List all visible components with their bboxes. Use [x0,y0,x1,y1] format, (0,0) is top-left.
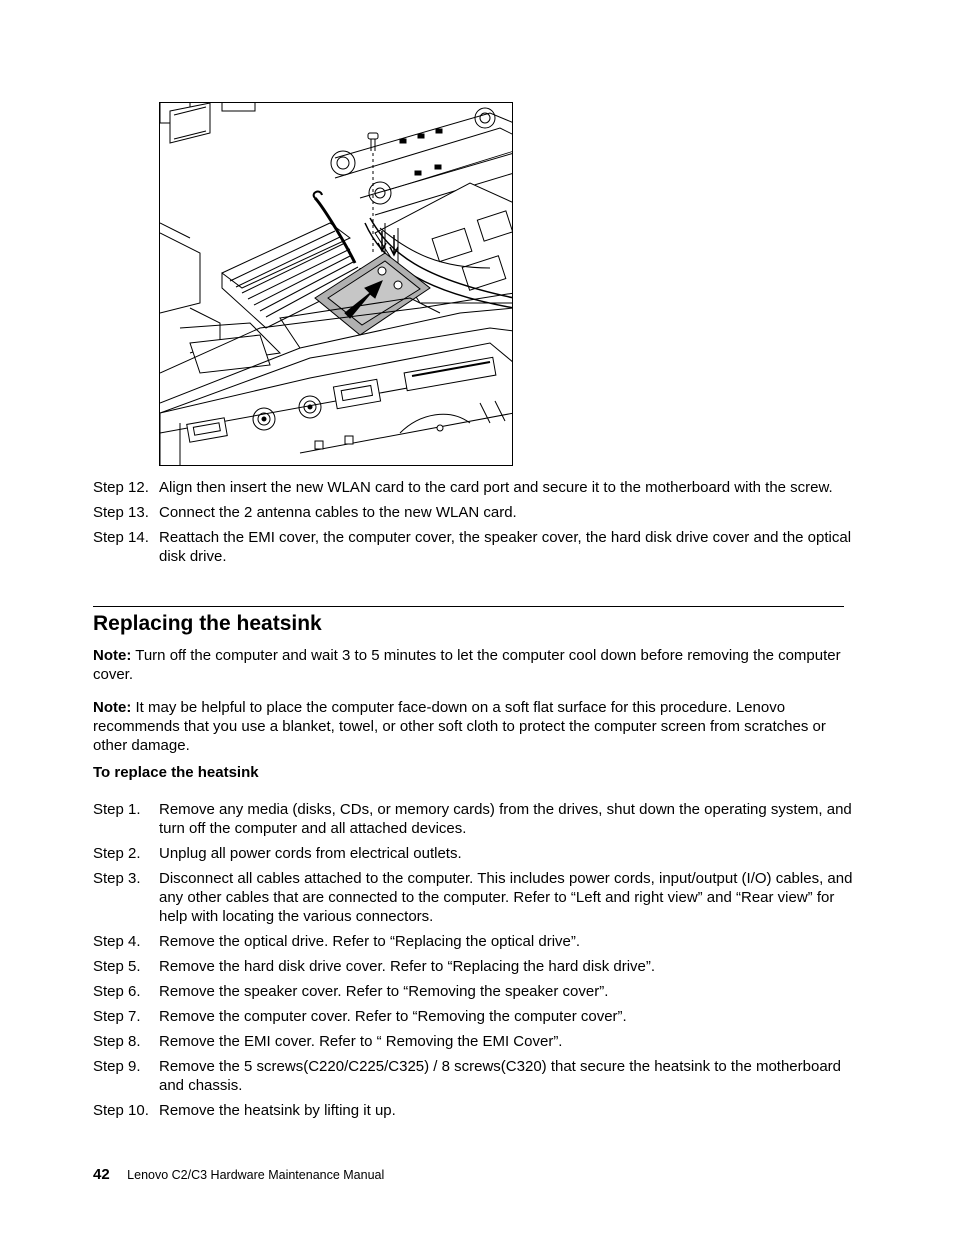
step-text: Remove the EMI cover. Refer to “ Removing the EMI Cover”. [159,1033,563,1050]
step-text: Remove the hard disk drive cover. Refer to “Replacing the hard disk drive”. [159,958,656,975]
procedure-title: To replace the heatsink [93,764,259,781]
step-9 [93,1057,853,1095]
wlan-card-illustration [159,102,513,466]
step-text: Remove the speaker cover. Refer to “Removing the speaker cover”. [159,983,609,1000]
step-label: Step 14. [93,529,149,546]
step-label: Step 5. [93,958,141,975]
step-3 [93,869,853,926]
step-13 [93,503,853,522]
note-1 [93,646,845,684]
step-text: Unplug all power cords from electrical outlets. [159,845,462,862]
step-text: Connect the 2 antenna cables to the new WLAN card. [159,504,517,521]
step-7 [93,1007,853,1026]
step-4 [93,932,853,951]
step-8 [93,1032,853,1051]
step-label: Step 1. [93,801,141,818]
step-text: Remove the heatsink by lifting it up. [159,1102,396,1119]
step-text: Disconnect all cables attached to the computer. This includes power cords, input/output (I/O) cables, and any other cables that are connected to the computer. Refer to “Left and right view” and “Rear view” for help with locating the various connectors. [159,870,853,925]
reinstall-steps [93,478,853,572]
step-label: Step 10. [93,1102,149,1119]
step-10 [93,1101,853,1120]
step-5 [93,957,853,976]
step-text: Remove any media (disks, CDs, or memory cards) from the drives, shut down the operating system, and turn off the computer and all attached devices. [159,801,852,837]
step-label: Step 13. [93,504,149,521]
manual-title: Lenovo C2/C3 Hardware Maintenance Manual [127,1168,385,1182]
note-label: Note: [93,647,132,664]
section-divider [93,606,844,607]
note-text: It may be helpful to place the computer face-down on a soft flat surface for this procedure. Lenovo recommends that you use a blanket, towel, or other soft cloth to protect the computer screen from scratches or other damage. [93,699,826,754]
step-label: Step 4. [93,933,141,950]
page-number: 42 [93,1166,110,1183]
step-label: Step 2. [93,845,141,862]
note-2 [93,698,845,755]
step-2 [93,844,853,863]
step-text: Align then insert the new WLAN card to the card port and secure it to the motherboard with the screw. [159,479,833,496]
page-footer [93,1165,384,1185]
step-label: Step 3. [93,870,141,887]
note-text: Turn off the computer and wait 3 to 5 minutes to let the computer cool down before removing the computer cover. [93,647,841,683]
step-label: Step 7. [93,1008,141,1025]
step-label: Step 12. [93,479,149,496]
step-text: Remove the 5 screws(C220/C225/C325) / 8 screws(C320) that secure the heatsink to the motherboard and chassis. [159,1058,842,1094]
note-label: Note: [93,699,132,716]
step-label: Step 9. [93,1058,141,1075]
step-label: Step 8. [93,1033,141,1050]
step-text: Remove the optical drive. Refer to “Replacing the optical drive”. [159,933,581,950]
step-label: Step 6. [93,983,141,1000]
step-1 [93,800,853,838]
step-text: Remove the computer cover. Refer to “Removing the computer cover”. [159,1008,627,1025]
step-12 [93,478,853,497]
step-text: Reattach the EMI cover, the computer cover, the speaker cover, the hard disk drive cover and the optical disk drive. [159,529,852,565]
section-title: Replacing the heatsink [93,612,322,635]
step-14 [93,528,853,566]
procedure-steps [93,800,853,1126]
step-6 [93,982,853,1001]
